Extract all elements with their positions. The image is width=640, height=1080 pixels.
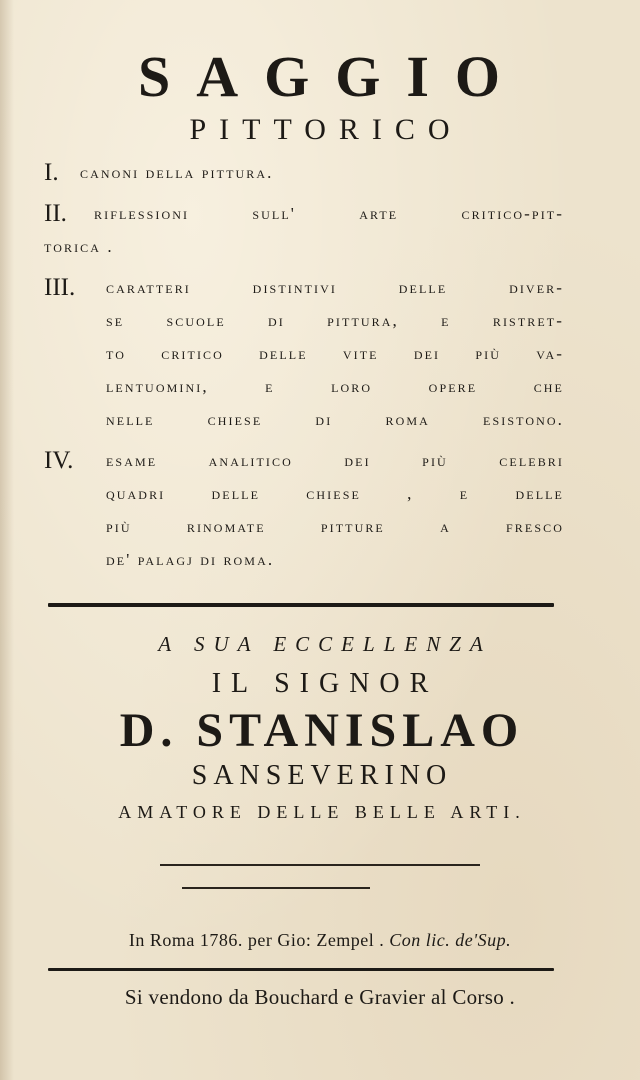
section-text [106,271,564,436]
section-numeral: IV. [44,447,74,474]
section-line: lentuomini, e loro opere che [106,377,564,396]
imprint-licence: Con lic. de'Sup. [389,930,512,950]
section-line: esame analitico dei più celebri [106,451,564,470]
contents-list [44,156,564,584]
section-line: caratteri distintivi delle diver- [106,278,564,297]
imprint-place-date: In Roma 1786. per Gio: Zempel . [128,930,385,950]
imprint-rule [48,968,554,971]
section-text [80,156,564,189]
section-numeral: I. [44,159,59,186]
section-3 [44,271,564,436]
section-4 [44,444,564,576]
dedicatee-name: D. STANISLAO [119,704,525,757]
section-line: canoni della pittura. [80,163,274,182]
section-1 [44,156,564,189]
dedication-line: A SUA ECCELLENZA [158,632,492,656]
section-line: riflessioni sull' arte critico-pit- [94,204,564,223]
imprint-line [0,930,640,951]
ornament-rule-upper [160,864,480,866]
dedicatee-epithet: AMATORE DELLE BELLE ARTI. [118,802,526,822]
book-title: SAGGIO [137,44,527,109]
section-line: de' palagj di roma. [106,550,275,569]
book-subtitle: PITTORICO [189,113,463,146]
section-line: più rinomate pitture a fresco [106,517,564,536]
section-line: se scuole di pittura, e ristret- [106,311,564,330]
dedicatee-surname: SANSEVERINO [191,760,453,791]
section-numeral: II. [44,200,67,227]
section-divider-rule [48,603,554,607]
seller-line: Si vendono da Bouchard e Gravier al Corso . [124,985,516,1009]
section-line: torica . [44,237,114,256]
section-2 [44,197,564,263]
section-line: quadri delle chiese , e delle [106,484,564,503]
section-numeral: III. [44,274,76,301]
section-line: nelle chiese di roma esistono. [106,410,564,429]
section-line: to critico delle vite dei più va- [106,344,564,363]
section-text [106,444,564,576]
ornament-rule-lower [182,887,370,889]
dedication-honorific: IL SIGNOR [211,668,439,699]
spine-shadow [0,0,14,1080]
